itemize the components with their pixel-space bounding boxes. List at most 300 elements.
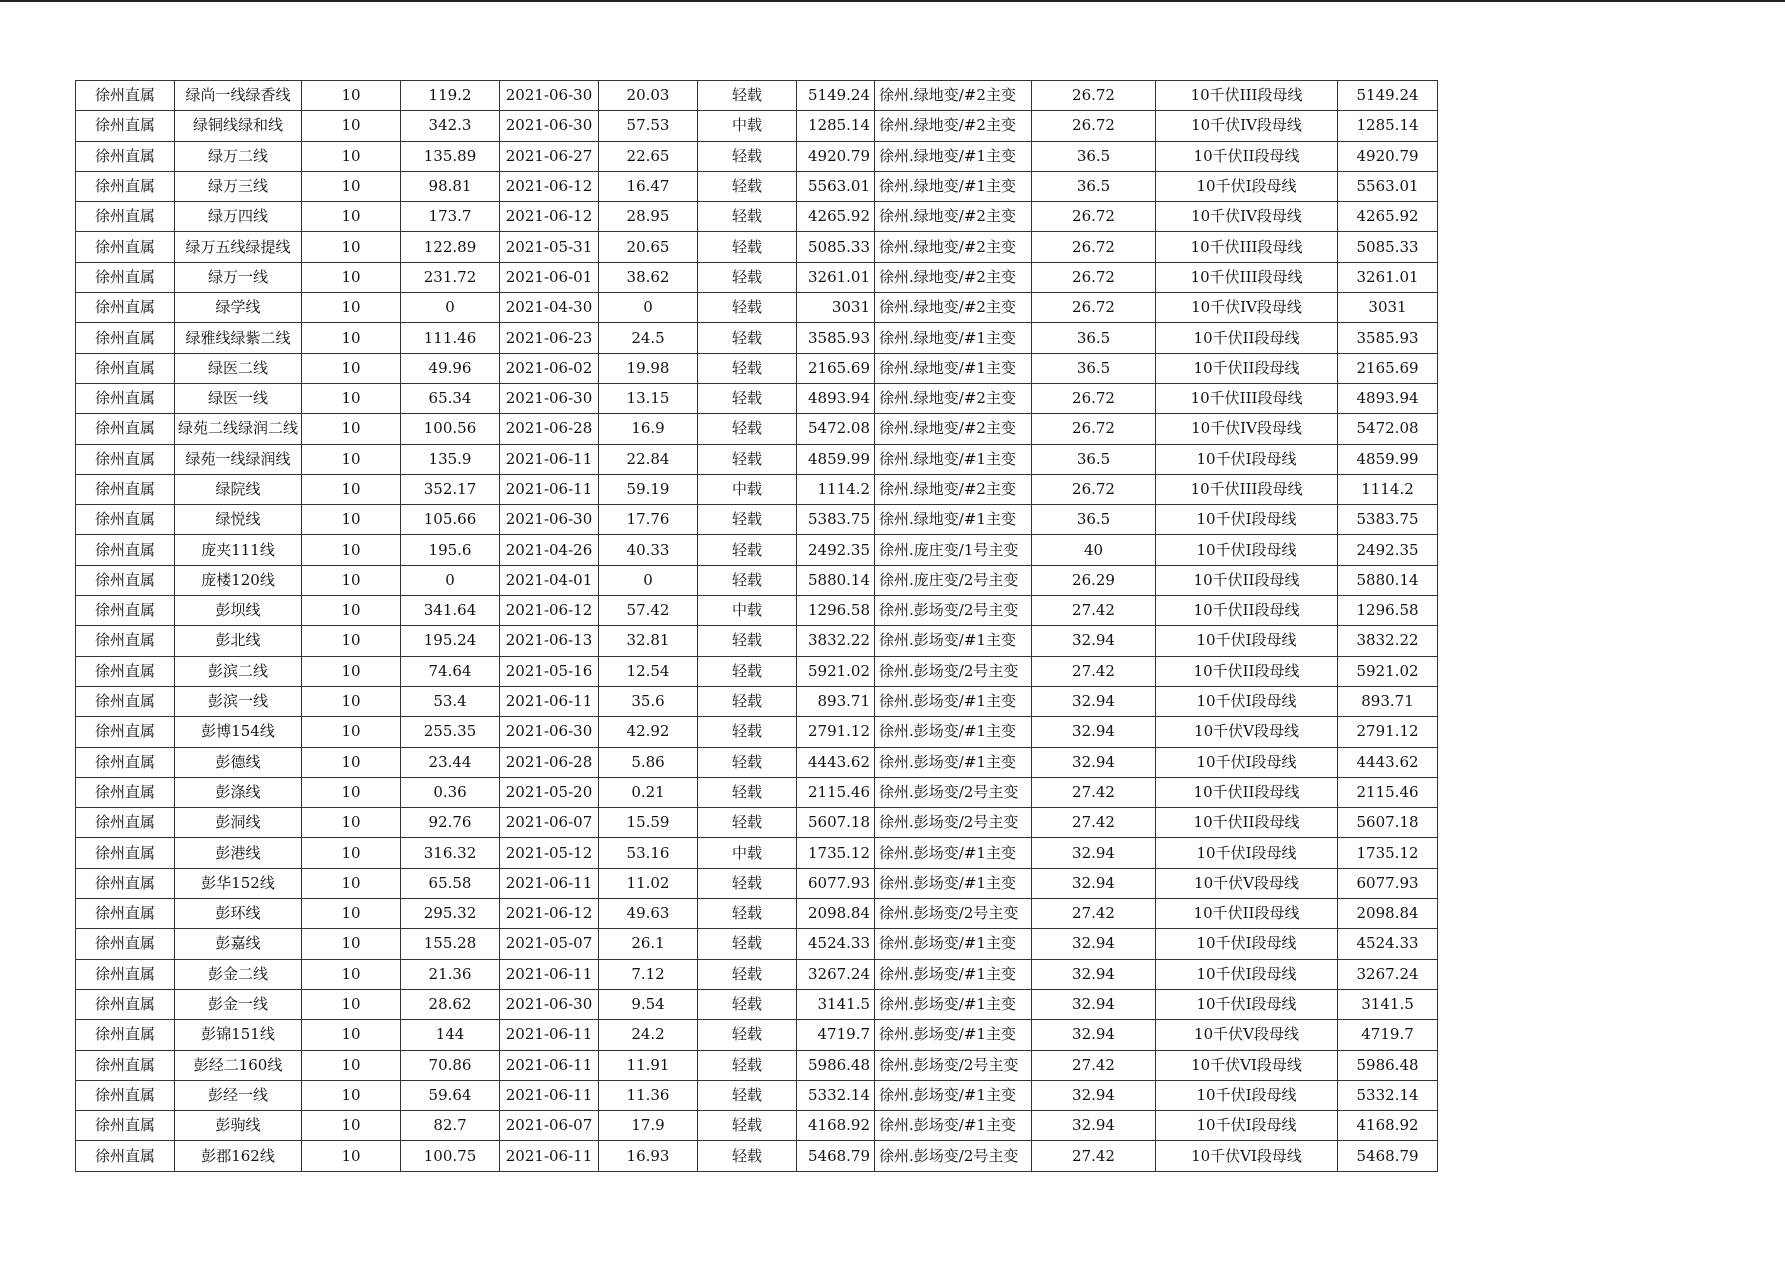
- load-level-text: 轻载: [732, 510, 763, 529]
- line-name-cell: [175, 1111, 302, 1141]
- current-text: 49.96: [428, 358, 472, 377]
- table-row: [76, 293, 1438, 323]
- current-cell: [401, 626, 500, 656]
- available-capacity-text: 5880.14: [1356, 570, 1419, 589]
- transformer-rate-cell: [1032, 1050, 1156, 1080]
- transformer-rate-text: 27.42: [1072, 661, 1115, 680]
- transformer-rate-text: 26.72: [1072, 237, 1115, 256]
- line-name-cell: [175, 535, 302, 565]
- line-name-text: 彭博154线: [201, 722, 275, 741]
- load-rate-cell: [599, 232, 698, 262]
- current-text: 341.64: [423, 601, 477, 620]
- table-row: [76, 717, 1438, 747]
- current-cell: [401, 262, 500, 292]
- load-rate-cell: [599, 1020, 698, 1050]
- date-cell: [500, 293, 599, 323]
- available-capacity-cell: [1338, 838, 1438, 868]
- voltage-cell: [302, 202, 401, 232]
- date-cell: [500, 81, 599, 111]
- voltage-cell: [302, 929, 401, 959]
- load-rate-cell: [599, 353, 698, 383]
- load-rate-cell: [599, 747, 698, 777]
- voltage-text: 10: [341, 389, 361, 408]
- load-level-cell: [698, 353, 797, 383]
- company-cell: [76, 474, 175, 504]
- transformer-rate-text: 36.5: [1076, 328, 1111, 347]
- line-name-cell: [175, 171, 302, 201]
- line-name-cell: [175, 596, 302, 626]
- date-text: 2021-06-11: [505, 1055, 593, 1074]
- table-row: [76, 262, 1438, 292]
- load-rate-cell: [599, 323, 698, 353]
- load-rate-text: 20.65: [626, 237, 670, 256]
- line-name-cell: [175, 111, 302, 141]
- company-cell: [76, 1111, 175, 1141]
- available-capacity-cell: [1338, 777, 1438, 807]
- load-rate-text: 17.76: [626, 510, 670, 529]
- transformer-rate-cell: [1032, 262, 1156, 292]
- company-cell: [76, 686, 175, 716]
- bus-text: 10千伏I段母线: [1196, 1116, 1297, 1135]
- current-cell: [401, 353, 500, 383]
- bus-text: 10千伏I段母线: [1196, 540, 1297, 559]
- current-cell: [401, 565, 500, 595]
- transformer-rate-text: 32.94: [1072, 692, 1115, 711]
- substation-cell: [875, 1020, 1032, 1050]
- line-name-cell: [175, 626, 302, 656]
- transformer-rate-text: 32.94: [1072, 964, 1115, 983]
- available-capacity-text: 4265.92: [1356, 207, 1419, 226]
- voltage-cell: [302, 899, 401, 929]
- current-text: 352.17: [423, 480, 477, 498]
- available-capacity-text: 4524.33: [1356, 934, 1419, 953]
- load-rate-cell: [599, 141, 698, 171]
- voltage-cell: [302, 989, 401, 1019]
- load-rate-cell: [599, 596, 698, 626]
- line-name-cell: [175, 474, 302, 504]
- substation-text: 徐州.庞庄变/2号主变: [879, 570, 1019, 589]
- load-level-text: 轻载: [732, 267, 763, 286]
- substation-text: 徐州.彭场变/2号主变: [879, 904, 1019, 923]
- line-name-text: 彭驹线: [215, 1116, 261, 1135]
- capacity-cell: [797, 1020, 875, 1050]
- company-cell: [76, 1141, 175, 1171]
- load-level-cell: [698, 626, 797, 656]
- company-text: 徐州直属: [94, 116, 155, 135]
- current-cell: [401, 202, 500, 232]
- date-cell: [500, 1020, 599, 1050]
- load-level-text: 轻载: [732, 1025, 763, 1044]
- company-cell: [76, 444, 175, 474]
- current-text: 100.75: [423, 1146, 477, 1165]
- table-row: [76, 838, 1438, 868]
- current-text: 122.89: [423, 237, 477, 256]
- load-level-text: 轻载: [732, 358, 763, 377]
- capacity-text: 5472.08: [807, 419, 871, 438]
- current-cell: [401, 1141, 500, 1171]
- bus-text: 10千伏II段母线: [1193, 601, 1300, 620]
- available-capacity-cell: [1338, 1080, 1438, 1110]
- table-row: [76, 656, 1438, 686]
- substation-cell: [875, 474, 1032, 504]
- load-level-cell: [698, 959, 797, 989]
- substation-cell: [875, 626, 1032, 656]
- date-cell: [500, 959, 599, 989]
- date-cell: [500, 141, 599, 171]
- current-cell: [401, 596, 500, 626]
- voltage-cell: [302, 626, 401, 656]
- company-text: 徐州直属: [94, 540, 155, 559]
- company-text: 徐州直属: [94, 692, 155, 711]
- line-name-text: 彭涤线: [215, 782, 261, 801]
- capacity-text: 2492.35: [807, 540, 871, 559]
- bus-cell: [1156, 262, 1338, 292]
- company-text: 徐州直属: [94, 267, 155, 286]
- current-text: 92.76: [428, 813, 472, 832]
- company-cell: [76, 868, 175, 898]
- substation-cell: [875, 596, 1032, 626]
- available-capacity-text: 5149.24: [1356, 86, 1419, 105]
- load-rate-text: 16.47: [626, 177, 670, 196]
- date-cell: [500, 777, 599, 807]
- line-name-text: 绿万一线: [208, 267, 269, 286]
- substation-text: 徐州.绿地变/#1主变: [879, 146, 1016, 165]
- voltage-cell: [302, 81, 401, 111]
- load-level-cell: [698, 414, 797, 444]
- date-text: 2021-06-11: [505, 692, 593, 711]
- voltage-cell: [302, 565, 401, 595]
- substation-text: 徐州.彭场变/#1主变: [879, 873, 1016, 892]
- load-level-cell: [698, 232, 797, 262]
- available-capacity-text: 1735.12: [1356, 843, 1419, 862]
- bus-cell: [1156, 899, 1338, 929]
- date-cell: [500, 868, 599, 898]
- transformer-rate-cell: [1032, 444, 1156, 474]
- capacity-text: 4524.33: [807, 934, 871, 953]
- company-text: 徐州直属: [94, 298, 155, 317]
- load-level-cell: [698, 383, 797, 413]
- available-capacity-cell: [1338, 1050, 1438, 1080]
- table-row: [76, 747, 1438, 777]
- capacity-cell: [797, 171, 875, 201]
- line-name-cell: [175, 505, 302, 535]
- date-text: 2021-06-13: [505, 631, 593, 650]
- load-level-cell: [698, 202, 797, 232]
- available-capacity-cell: [1338, 1020, 1438, 1050]
- line-name-cell: [175, 656, 302, 686]
- available-capacity-cell: [1338, 232, 1438, 262]
- current-text: 105.66: [423, 510, 477, 529]
- transformer-rate-cell: [1032, 171, 1156, 201]
- date-text: 2021-06-11: [505, 1025, 593, 1044]
- available-capacity-text: 6077.93: [1356, 873, 1419, 892]
- substation-text: 徐州.彭场变/#1主变: [879, 631, 1016, 650]
- voltage-cell: [302, 444, 401, 474]
- transformer-rate-cell: [1032, 868, 1156, 898]
- load-rate-cell: [599, 383, 698, 413]
- available-capacity-cell: [1338, 383, 1438, 413]
- load-level-text: 轻载: [732, 570, 763, 589]
- available-capacity-text: 5468.79: [1356, 1146, 1419, 1165]
- substation-text: 徐州.彭场变/2号主变: [879, 1146, 1019, 1165]
- load-level-text: 轻载: [732, 873, 763, 892]
- substation-text: 徐州.绿地变/#2主变: [879, 267, 1016, 286]
- line-name-text: 彭德线: [215, 752, 261, 771]
- company-text: 徐州直属: [94, 964, 155, 983]
- capacity-cell: [797, 565, 875, 595]
- available-capacity-cell: [1338, 989, 1438, 1019]
- load-rate-cell: [599, 1050, 698, 1080]
- available-capacity-text: 3141.5: [1361, 995, 1414, 1014]
- voltage-cell: [302, 808, 401, 838]
- capacity-text: 1735.12: [807, 843, 871, 862]
- current-cell: [401, 171, 500, 201]
- date-cell: [500, 202, 599, 232]
- available-capacity-text: 893.71: [1361, 692, 1414, 711]
- capacity-text: 5085.33: [807, 237, 871, 256]
- substation-text: 徐州.彭场变/2号主变: [879, 782, 1019, 801]
- load-level-cell: [698, 686, 797, 716]
- voltage-text: 10: [341, 873, 361, 892]
- substation-text: 徐州.彭场变/#1主变: [879, 1085, 1016, 1104]
- substation-text: 徐州.绿地变/#1主变: [879, 177, 1016, 196]
- capacity-cell: [797, 141, 875, 171]
- capacity-cell: [797, 444, 875, 474]
- company-cell: [76, 1050, 175, 1080]
- transformer-rate-cell: [1032, 777, 1156, 807]
- company-cell: [76, 323, 175, 353]
- substation-text: 徐州.彭场变/#1主变: [879, 995, 1016, 1014]
- substation-text: 徐州.绿地变/#2主变: [879, 237, 1016, 256]
- company-text: 徐州直属: [94, 86, 155, 105]
- current-text: 21.36: [428, 964, 472, 983]
- capacity-cell: [797, 686, 875, 716]
- load-rate-cell: [599, 717, 698, 747]
- available-capacity-cell: [1338, 929, 1438, 959]
- voltage-text: 10: [341, 328, 361, 347]
- load-rate-text: 20.03: [626, 86, 670, 105]
- current-cell: [401, 535, 500, 565]
- load-level-text: 轻载: [732, 146, 763, 165]
- load-rate-cell: [599, 81, 698, 111]
- company-cell: [76, 959, 175, 989]
- bus-cell: [1156, 323, 1338, 353]
- capacity-text: 2165.69: [807, 358, 871, 377]
- date-cell: [500, 1050, 599, 1080]
- substation-text: 徐州.彭场变/#1主变: [879, 722, 1016, 741]
- company-text: 徐州直属: [94, 1025, 155, 1044]
- date-cell: [500, 929, 599, 959]
- bus-cell: [1156, 868, 1338, 898]
- substation-text: 徐州.彭场变/#1主变: [879, 752, 1016, 771]
- current-cell: [401, 717, 500, 747]
- available-capacity-text: 5921.02: [1356, 661, 1419, 680]
- current-text: 173.7: [428, 207, 472, 226]
- voltage-cell: [302, 262, 401, 292]
- capacity-cell: [797, 1141, 875, 1171]
- capacity-text: 3141.5: [817, 995, 871, 1014]
- voltage-text: 10: [341, 540, 361, 559]
- company-cell: [76, 989, 175, 1019]
- line-name-text: 绿万二线: [208, 146, 269, 165]
- bus-text: 10千伏VI段母线: [1191, 1146, 1302, 1165]
- transformer-rate-text: 36.5: [1076, 510, 1111, 529]
- available-capacity-text: 5383.75: [1356, 510, 1419, 529]
- line-name-cell: [175, 929, 302, 959]
- capacity-cell: [797, 535, 875, 565]
- date-text: 2021-06-23: [505, 328, 593, 347]
- capacity-text: 1114.2: [817, 480, 871, 498]
- current-cell: [401, 959, 500, 989]
- current-cell: [401, 929, 500, 959]
- load-rate-cell: [599, 899, 698, 929]
- company-cell: [76, 1080, 175, 1110]
- voltage-text: 10: [341, 1146, 361, 1165]
- load-rate-text: 24.5: [631, 328, 665, 347]
- line-name-cell: [175, 444, 302, 474]
- capacity-text: 5607.18: [807, 813, 871, 832]
- line-name-cell: [175, 414, 302, 444]
- table-row: [76, 444, 1438, 474]
- capacity-cell: [797, 899, 875, 929]
- line-name-text: 绿学线: [215, 298, 261, 317]
- line-name-text: 绿万五线绿提线: [185, 237, 291, 256]
- voltage-cell: [302, 232, 401, 262]
- substation-cell: [875, 868, 1032, 898]
- load-rate-cell: [599, 293, 698, 323]
- capacity-text: 5468.79: [807, 1146, 871, 1165]
- load-level-cell: [698, 868, 797, 898]
- available-capacity-text: 5085.33: [1356, 237, 1419, 256]
- date-text: 2021-06-30: [505, 389, 593, 408]
- table-row: [76, 232, 1438, 262]
- transformer-rate-text: 26.72: [1072, 298, 1115, 317]
- bus-text: 10千伏I段母线: [1196, 1085, 1297, 1104]
- line-name-cell: [175, 777, 302, 807]
- bus-cell: [1156, 747, 1338, 777]
- date-cell: [500, 838, 599, 868]
- substation-cell: [875, 717, 1032, 747]
- company-cell: [76, 414, 175, 444]
- load-rate-text: 49.63: [626, 904, 670, 923]
- date-text: 2021-04-01: [505, 570, 593, 589]
- capacity-cell: [797, 717, 875, 747]
- available-capacity-cell: [1338, 596, 1438, 626]
- substation-cell: [875, 383, 1032, 413]
- load-level-text: 轻载: [732, 661, 763, 680]
- capacity-cell: [797, 111, 875, 141]
- substation-text: 徐州.彭场变/#1主变: [879, 1116, 1016, 1135]
- transformer-rate-text: 27.42: [1072, 904, 1115, 923]
- voltage-cell: [302, 596, 401, 626]
- capacity-text: 4920.79: [807, 146, 871, 165]
- load-rate-cell: [599, 505, 698, 535]
- current-cell: [401, 444, 500, 474]
- available-capacity-text: 4893.94: [1356, 389, 1419, 408]
- current-cell: [401, 838, 500, 868]
- transformer-rate-cell: [1032, 838, 1156, 868]
- date-cell: [500, 899, 599, 929]
- table-row: [76, 414, 1438, 444]
- company-text: 徐州直属: [94, 177, 155, 196]
- voltage-text: 10: [341, 995, 361, 1014]
- voltage-cell: [302, 383, 401, 413]
- company-cell: [76, 232, 175, 262]
- date-cell: [500, 596, 599, 626]
- bus-text: 10千伏II段母线: [1193, 661, 1300, 680]
- load-rate-cell: [599, 686, 698, 716]
- substation-cell: [875, 1111, 1032, 1141]
- load-level-cell: [698, 777, 797, 807]
- transformer-rate-cell: [1032, 111, 1156, 141]
- company-text: 徐州直属: [94, 782, 155, 801]
- available-capacity-cell: [1338, 959, 1438, 989]
- substation-cell: [875, 686, 1032, 716]
- load-rate-text: 5.86: [631, 752, 665, 771]
- bus-cell: [1156, 959, 1338, 989]
- transformer-rate-cell: [1032, 899, 1156, 929]
- substation-text: 徐州.绿地变/#1主变: [879, 510, 1016, 529]
- substation-cell: [875, 262, 1032, 292]
- voltage-text: 10: [341, 813, 361, 832]
- capacity-text: 5332.14: [807, 1085, 871, 1104]
- transformer-rate-cell: [1032, 656, 1156, 686]
- voltage-text: 10: [341, 631, 361, 650]
- load-level-text: 轻载: [732, 692, 763, 711]
- load-rate-cell: [599, 656, 698, 686]
- date-text: 2021-06-11: [505, 480, 593, 498]
- capacity-text: 3585.93: [807, 328, 871, 347]
- load-level-cell: [698, 81, 797, 111]
- company-cell: [76, 141, 175, 171]
- current-cell: [401, 293, 500, 323]
- transformer-rate-text: 26.72: [1072, 480, 1115, 498]
- bus-text: 10千伏I段母线: [1196, 752, 1297, 771]
- transformer-rate-cell: [1032, 989, 1156, 1019]
- bus-cell: [1156, 474, 1338, 504]
- available-capacity-cell: [1338, 717, 1438, 747]
- transformer-rate-cell: [1032, 626, 1156, 656]
- load-rate-cell: [599, 414, 698, 444]
- date-text: 2021-05-12: [505, 843, 593, 862]
- voltage-text: 10: [341, 752, 361, 771]
- bus-text: 10千伏III段母线: [1190, 86, 1303, 105]
- available-capacity-cell: [1338, 1111, 1438, 1141]
- load-level-text: 轻载: [732, 934, 763, 953]
- load-rate-text: 7.12: [631, 964, 665, 983]
- line-name-text: 彭坝线: [215, 601, 261, 620]
- capacity-cell: [797, 505, 875, 535]
- transformer-rate-cell: [1032, 293, 1156, 323]
- bus-cell: [1156, 1050, 1338, 1080]
- load-rate-cell: [599, 959, 698, 989]
- available-capacity-text: 4168.92: [1356, 1116, 1419, 1135]
- transformer-rate-text: 32.94: [1072, 873, 1115, 892]
- voltage-cell: [302, 535, 401, 565]
- date-text: 2021-06-27: [505, 146, 593, 165]
- substation-cell: [875, 1050, 1032, 1080]
- voltage-text: 10: [341, 904, 361, 923]
- substation-text: 徐州.彭场变/2号主变: [879, 1055, 1019, 1074]
- load-level-text: 轻载: [732, 389, 763, 408]
- load-rate-text: 59.19: [626, 480, 670, 498]
- load-rate-cell: [599, 868, 698, 898]
- current-cell: [401, 111, 500, 141]
- substation-cell: [875, 838, 1032, 868]
- company-text: 徐州直属: [94, 1116, 155, 1135]
- available-capacity-cell: [1338, 505, 1438, 535]
- bus-text: 10千伏VI段母线: [1191, 1055, 1302, 1074]
